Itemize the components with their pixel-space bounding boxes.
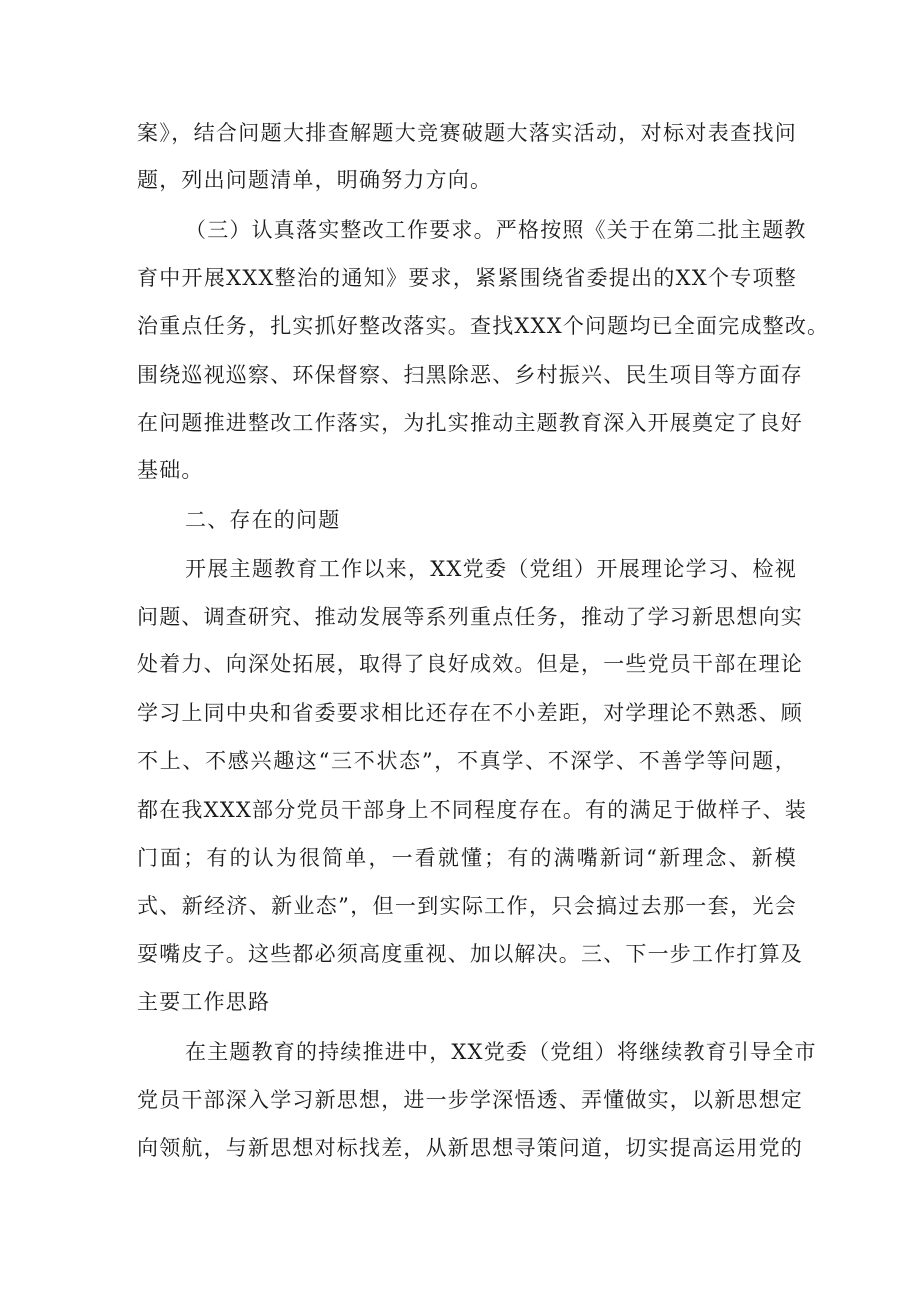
text-line: 党员干部深入学习新思想，进一步学深悟透、弄懂做实，以新思想定 <box>137 1088 803 1112</box>
text-line: 案》，结合问题大排查解题大竞赛破题大落实活动，对标对表查找问 <box>137 121 797 145</box>
text-line: 基础。 <box>137 458 204 482</box>
text-line: 育中开展XXX整治的通知》要求，紧紧围绕省委提出的XX个专项整 <box>137 266 797 290</box>
text-line: 围绕巡视巡察、环保督察、扫黑除恶、乡村振兴、民生项目等方面存 <box>137 363 803 387</box>
text-line: 题，列出问题清单，明确努力方向。 <box>137 168 493 192</box>
text-line: 治重点任务，扎实抓好整改落实。查找XXX个问题均已全面完成整改。 <box>137 314 830 338</box>
text-line: 式、新经济、新业态”，但一到实际工作，只会搞过去那一套，光会 <box>137 894 797 918</box>
text-line: 门面；有的认为很简单，一看就懂；有的满嘴新词“新理念、新模 <box>137 846 797 870</box>
text-line: 开展主题教育工作以来，XX党委（党组）开展理论学习、检视 <box>185 557 797 581</box>
text-line: 在主题教育的持续推进中，XX党委（党组）将继续教育引导全市 <box>185 1040 817 1064</box>
text-line: 向领航，与新思想对标找差，从新思想寻策问道，切实提高运用党的 <box>137 1136 803 1160</box>
text-line: 问题、调查研究、推动发展等系列重点任务，推动了学习新思想向实 <box>137 605 803 629</box>
text-line: 学习上同中央和省委要求相比还存在不小差距，对学理论不熟悉、顾 <box>137 701 803 725</box>
text-line: 都在我XXX部分党员干部身上不同程度存在。有的满足于做样子、装 <box>137 798 808 822</box>
text-line: 不上、不感兴趣这“三不状态”，不真学、不深学、不善学等问题， <box>137 749 797 773</box>
text-line: （三）认真落实整改工作要求。严格按照《关于在第二批主题教 <box>185 218 807 242</box>
text-line: 在问题推进整改工作落实，为扎实推动主题教育深入开展奠定了良好 <box>137 411 803 435</box>
section-heading: 二、存在的问题 <box>185 508 341 532</box>
text-line: 耍嘴皮子。这些都必须高度重视、加以解决。三、下一步工作打算及 <box>137 942 803 966</box>
text-line: 处着力、向深处拓展，取得了良好成效。但是，一些党员干部在理论 <box>137 652 803 676</box>
text-line: 主要工作思路 <box>137 990 271 1014</box>
